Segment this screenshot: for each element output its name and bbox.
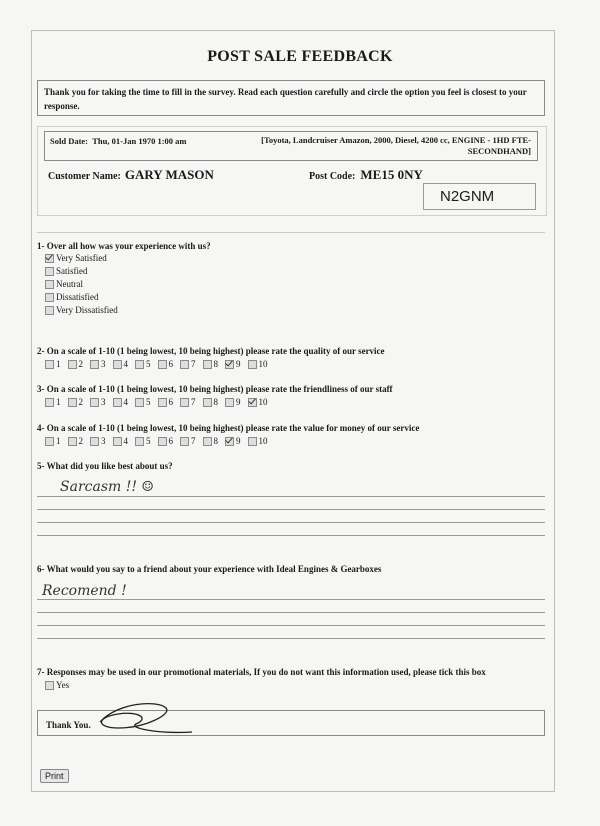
rating-option[interactable] bbox=[158, 359, 174, 369]
rating-option[interactable] bbox=[203, 359, 219, 369]
answer-line bbox=[37, 535, 545, 536]
checkbox[interactable] bbox=[180, 360, 189, 369]
question-1-option[interactable] bbox=[45, 305, 118, 315]
answer-line bbox=[37, 496, 545, 497]
option-label: Very Satisfied bbox=[56, 253, 107, 263]
checkbox[interactable] bbox=[248, 360, 257, 369]
consent-checkbox[interactable] bbox=[45, 681, 54, 690]
answer-line bbox=[37, 638, 545, 639]
checkbox[interactable] bbox=[45, 306, 54, 315]
question-5: 5- What did you like best about us? bbox=[37, 461, 173, 471]
rating-label: 7 bbox=[191, 397, 196, 407]
rating-label: 9 bbox=[236, 397, 241, 407]
checkbox[interactable] bbox=[135, 437, 144, 446]
rating-option[interactable] bbox=[113, 436, 129, 446]
rating-label: 7 bbox=[191, 436, 196, 446]
rating-label: 1 bbox=[56, 359, 61, 369]
rating-option[interactable] bbox=[68, 436, 84, 446]
checkbox[interactable] bbox=[203, 437, 212, 446]
answer-line bbox=[37, 599, 545, 600]
answer-line bbox=[37, 612, 545, 613]
signature bbox=[88, 694, 198, 744]
vehicle-description: [Toyota, Landcruiser Amazon, 2000, Diesel, 4200 cc, ENGINE - 1HD FTE-SECONDHAND] bbox=[261, 135, 531, 156]
checkbox[interactable] bbox=[113, 398, 122, 407]
rating-label: 6 bbox=[168, 359, 173, 369]
rating-label: 8 bbox=[213, 397, 218, 407]
post-code-label: Post Code: bbox=[309, 171, 356, 182]
rating-option[interactable] bbox=[158, 397, 174, 407]
option-label: Satisfied bbox=[56, 266, 88, 276]
rating-label: 7 bbox=[191, 359, 196, 369]
rating-label: 2 bbox=[78, 397, 83, 407]
rating-label: 4 bbox=[123, 397, 128, 407]
rating-option[interactable] bbox=[68, 397, 84, 407]
rating-label: 3 bbox=[101, 436, 106, 446]
rating-option[interactable] bbox=[90, 397, 106, 407]
answer-line bbox=[37, 509, 545, 510]
checkbox[interactable] bbox=[248, 437, 257, 446]
checkbox[interactable] bbox=[45, 360, 54, 369]
question-7: 7- Responses may be used in our promotional materials, If you do not want this information used, please tick this box bbox=[37, 667, 486, 677]
rating-label: 5 bbox=[146, 436, 151, 446]
customer-name-label: Customer Name: bbox=[48, 171, 121, 182]
rating-option[interactable] bbox=[225, 397, 241, 407]
rating-label: 8 bbox=[213, 359, 218, 369]
registration-field[interactable]: N2GNM bbox=[423, 183, 536, 210]
rating-label: 6 bbox=[168, 397, 173, 407]
rating-option[interactable] bbox=[180, 436, 196, 446]
rating-label: 3 bbox=[101, 397, 106, 407]
rating-label: 2 bbox=[78, 359, 83, 369]
checkbox[interactable] bbox=[113, 360, 122, 369]
rating-option[interactable] bbox=[90, 436, 106, 446]
post-code-value: ME15 0NY bbox=[360, 167, 423, 182]
option-label: Neutral bbox=[56, 279, 83, 289]
rating-option[interactable] bbox=[68, 359, 84, 369]
thank-you-box: Thank You. bbox=[37, 710, 545, 736]
checkbox[interactable] bbox=[90, 398, 99, 407]
rating-label: 3 bbox=[101, 359, 106, 369]
rating-label: 8 bbox=[213, 436, 218, 446]
question-3: 3- On a scale of 1-10 (1 being lowest, 10 being highest) please rate the friendliness of our staff bbox=[37, 384, 393, 394]
question-3-scale bbox=[45, 397, 275, 407]
sold-date-label: Sold Date: bbox=[50, 136, 89, 146]
checkbox[interactable] bbox=[90, 437, 99, 446]
rating-label: 4 bbox=[123, 359, 128, 369]
rating-option[interactable] bbox=[248, 397, 268, 407]
rating-label: 9 bbox=[236, 359, 241, 369]
question-6: 6- What would you say to a friend about your experience with Ideal Engines & Gearboxes bbox=[37, 564, 382, 574]
rating-option[interactable] bbox=[45, 436, 61, 446]
checkbox[interactable] bbox=[158, 437, 167, 446]
consent-option-label: Yes bbox=[56, 680, 70, 690]
print-button[interactable]: Print bbox=[40, 769, 69, 783]
sold-date-value: Thu, 01-Jan 1970 1:00 am bbox=[92, 136, 187, 146]
sold-date bbox=[50, 136, 186, 146]
question-2: 2- On a scale of 1-10 (1 being lowest, 10 being highest) please rate the quality of our service bbox=[37, 346, 385, 356]
question-6-answer[interactable]: Recomend ! bbox=[42, 583, 127, 599]
rating-label: 10 bbox=[258, 436, 268, 446]
checkbox[interactable] bbox=[68, 398, 77, 407]
sold-row bbox=[44, 131, 538, 161]
rating-option[interactable] bbox=[45, 397, 61, 407]
rating-option[interactable] bbox=[113, 359, 129, 369]
rating-option[interactable] bbox=[90, 359, 106, 369]
answer-line bbox=[37, 522, 545, 523]
checkbox[interactable] bbox=[90, 360, 99, 369]
rating-label: 10 bbox=[258, 359, 268, 369]
consent-checkbox-option[interactable] bbox=[45, 680, 69, 690]
rating-label: 4 bbox=[123, 436, 128, 446]
rating-label: 9 bbox=[236, 436, 241, 446]
answer-line bbox=[37, 625, 545, 626]
rating-option[interactable] bbox=[45, 359, 61, 369]
question-1-option[interactable] bbox=[45, 253, 107, 263]
checkbox[interactable] bbox=[68, 437, 77, 446]
post-code bbox=[309, 167, 423, 183]
checkbox[interactable] bbox=[45, 398, 54, 407]
checkbox[interactable] bbox=[135, 360, 144, 369]
checkbox[interactable] bbox=[45, 267, 54, 276]
checkbox[interactable] bbox=[68, 360, 77, 369]
checkbox[interactable] bbox=[225, 398, 234, 407]
question-1: 1- Over all how was your experience with us? bbox=[37, 241, 211, 251]
rating-option[interactable] bbox=[135, 436, 151, 446]
question-1-option[interactable] bbox=[45, 279, 83, 289]
page-title: POST SALE FEEDBACK bbox=[207, 48, 393, 65]
checkbox[interactable] bbox=[135, 398, 144, 407]
rating-label: 5 bbox=[146, 359, 151, 369]
rating-label: 2 bbox=[78, 436, 83, 446]
question-5-answer[interactable]: Sarcasm !! ☺ bbox=[60, 479, 154, 495]
rating-option[interactable] bbox=[135, 397, 151, 407]
rating-label: 5 bbox=[146, 397, 151, 407]
question-1-option[interactable] bbox=[45, 266, 88, 276]
customer-name bbox=[48, 167, 214, 183]
rating-option[interactable] bbox=[248, 359, 268, 369]
rating-option[interactable] bbox=[203, 397, 219, 407]
option-label: Very Dissatisfied bbox=[56, 305, 118, 315]
checkbox[interactable] bbox=[225, 360, 234, 369]
rating-option[interactable] bbox=[203, 436, 219, 446]
checkbox[interactable] bbox=[203, 398, 212, 407]
checkbox[interactable] bbox=[113, 437, 122, 446]
checkbox[interactable] bbox=[158, 360, 167, 369]
checkbox[interactable] bbox=[45, 280, 54, 289]
question-2-scale bbox=[45, 359, 275, 369]
question-1-option[interactable] bbox=[45, 292, 99, 302]
divider bbox=[37, 232, 545, 233]
intro-text: Thank you for taking the time to fill in the survey. Read each question carefully and circle the option you feel is closest to your response. bbox=[37, 80, 545, 116]
checkbox[interactable] bbox=[225, 437, 234, 446]
question-4: 4- On a scale of 1-10 (1 being lowest, 10 being highest) please rate the value for money of our service bbox=[37, 423, 420, 433]
checkbox[interactable] bbox=[45, 254, 54, 263]
rating-option[interactable] bbox=[180, 359, 196, 369]
option-label: Dissatisfied bbox=[56, 292, 99, 302]
checkbox[interactable] bbox=[45, 437, 54, 446]
rating-option[interactable] bbox=[248, 436, 268, 446]
checkbox[interactable] bbox=[45, 293, 54, 302]
rating-label: 6 bbox=[168, 436, 173, 446]
checkbox[interactable] bbox=[203, 360, 212, 369]
rating-option[interactable] bbox=[158, 436, 174, 446]
checkbox[interactable] bbox=[158, 398, 167, 407]
rating-option[interactable] bbox=[113, 397, 129, 407]
rating-option[interactable] bbox=[225, 436, 241, 446]
checkbox[interactable] bbox=[180, 398, 189, 407]
rating-label: 1 bbox=[56, 436, 61, 446]
rating-option[interactable] bbox=[225, 359, 241, 369]
rating-label: 10 bbox=[258, 397, 268, 407]
question-4-scale bbox=[45, 436, 275, 446]
rating-option[interactable] bbox=[135, 359, 151, 369]
rating-option[interactable] bbox=[180, 397, 196, 407]
customer-name-value: GARY MASON bbox=[124, 167, 214, 182]
checkbox[interactable] bbox=[180, 437, 189, 446]
checkbox[interactable] bbox=[248, 398, 257, 407]
rating-label: 1 bbox=[56, 397, 61, 407]
